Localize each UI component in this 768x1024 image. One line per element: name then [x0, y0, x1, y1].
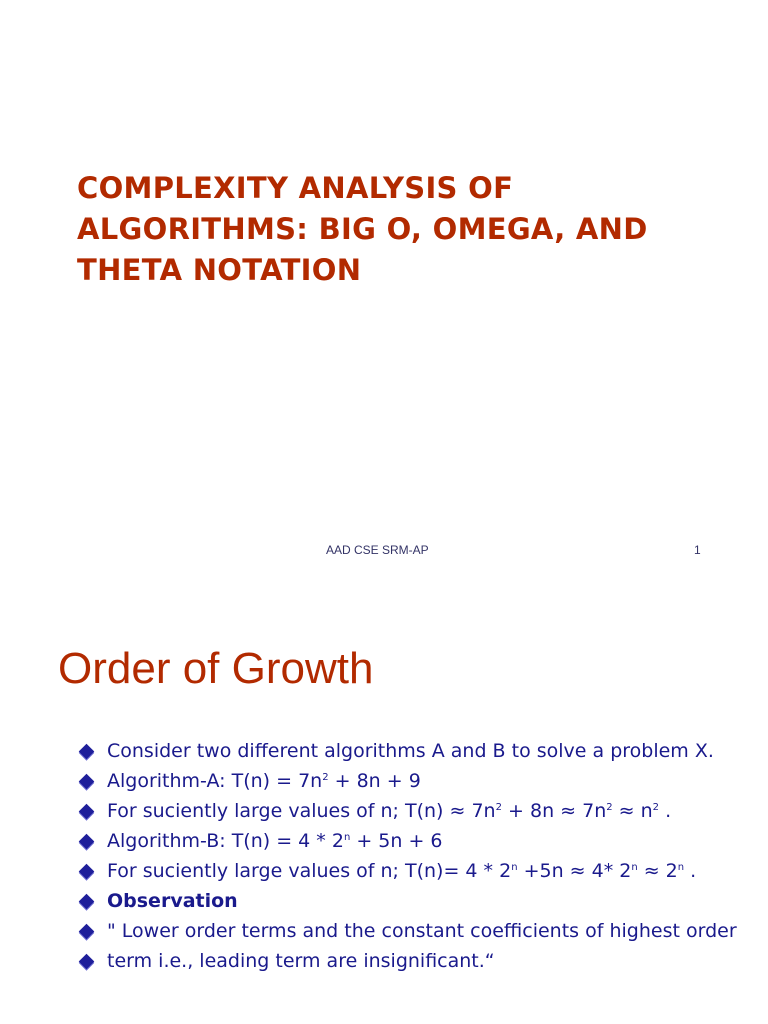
diamond-bullet-icon — [79, 834, 95, 850]
diamond-bullet-icon — [79, 744, 95, 760]
order-of-growth-slide — [0, 584, 768, 1024]
diamond-bullet-icon — [79, 894, 95, 910]
bullet-text: Consider two different algorithms A and B to solve a problem X. — [107, 740, 714, 762]
diamond-bullet-icon — [79, 924, 95, 940]
bullet-item — [78, 949, 748, 974]
slide-title — [77, 168, 737, 291]
bullet-text: " Lower order terms and the constant coefficients of highest order — [107, 920, 737, 942]
diamond-bullet-icon — [79, 954, 95, 970]
bullet-item — [78, 799, 748, 824]
bullet-item — [78, 739, 748, 764]
diamond-bullet-icon — [79, 864, 95, 880]
bullet-item — [78, 919, 748, 944]
bullet-item — [78, 859, 748, 884]
bullet-list — [78, 739, 748, 979]
bullet-text: term i.e., leading term are insignificant.“ — [107, 950, 495, 972]
bullet-item — [78, 889, 748, 914]
title-line: THETA NOTATION — [77, 253, 362, 287]
bullet-text: For suciently large values of n; $T(n)= 4 * 2^n +5n \approx 4*$ $2^n \approx 2^n$ . — [107, 860, 697, 882]
diamond-bullet-icon — [79, 804, 95, 820]
diamond-bullet-icon — [79, 774, 95, 790]
slide-footer-course: AAD CSE SRM-AP — [326, 543, 429, 557]
title-line: ALGORITHMS: BIG O, OMEGA, AND — [77, 212, 648, 246]
bullet-item — [78, 829, 748, 854]
bullet-item — [78, 769, 748, 794]
bullet-text-observation: Observation — [107, 890, 238, 912]
bullet-text: Algorithm-A: $T(n) = 7n^2 + 8n + 9$ — [107, 770, 421, 792]
bullet-text: Algorithm-B: $T(n) = 4 * 2^n + 5n + 6$ — [107, 830, 443, 852]
slide-page-number: 1 — [694, 543, 701, 557]
title-line: COMPLEXITY ANALYSIS OF — [77, 171, 514, 205]
bullet-text: For suciently large values of n; $T(n) \approx 7n^2 + 8n \approx 7n^2 \approx n^2$ . — [107, 800, 672, 822]
slide-heading: Order of Growth — [58, 644, 374, 693]
